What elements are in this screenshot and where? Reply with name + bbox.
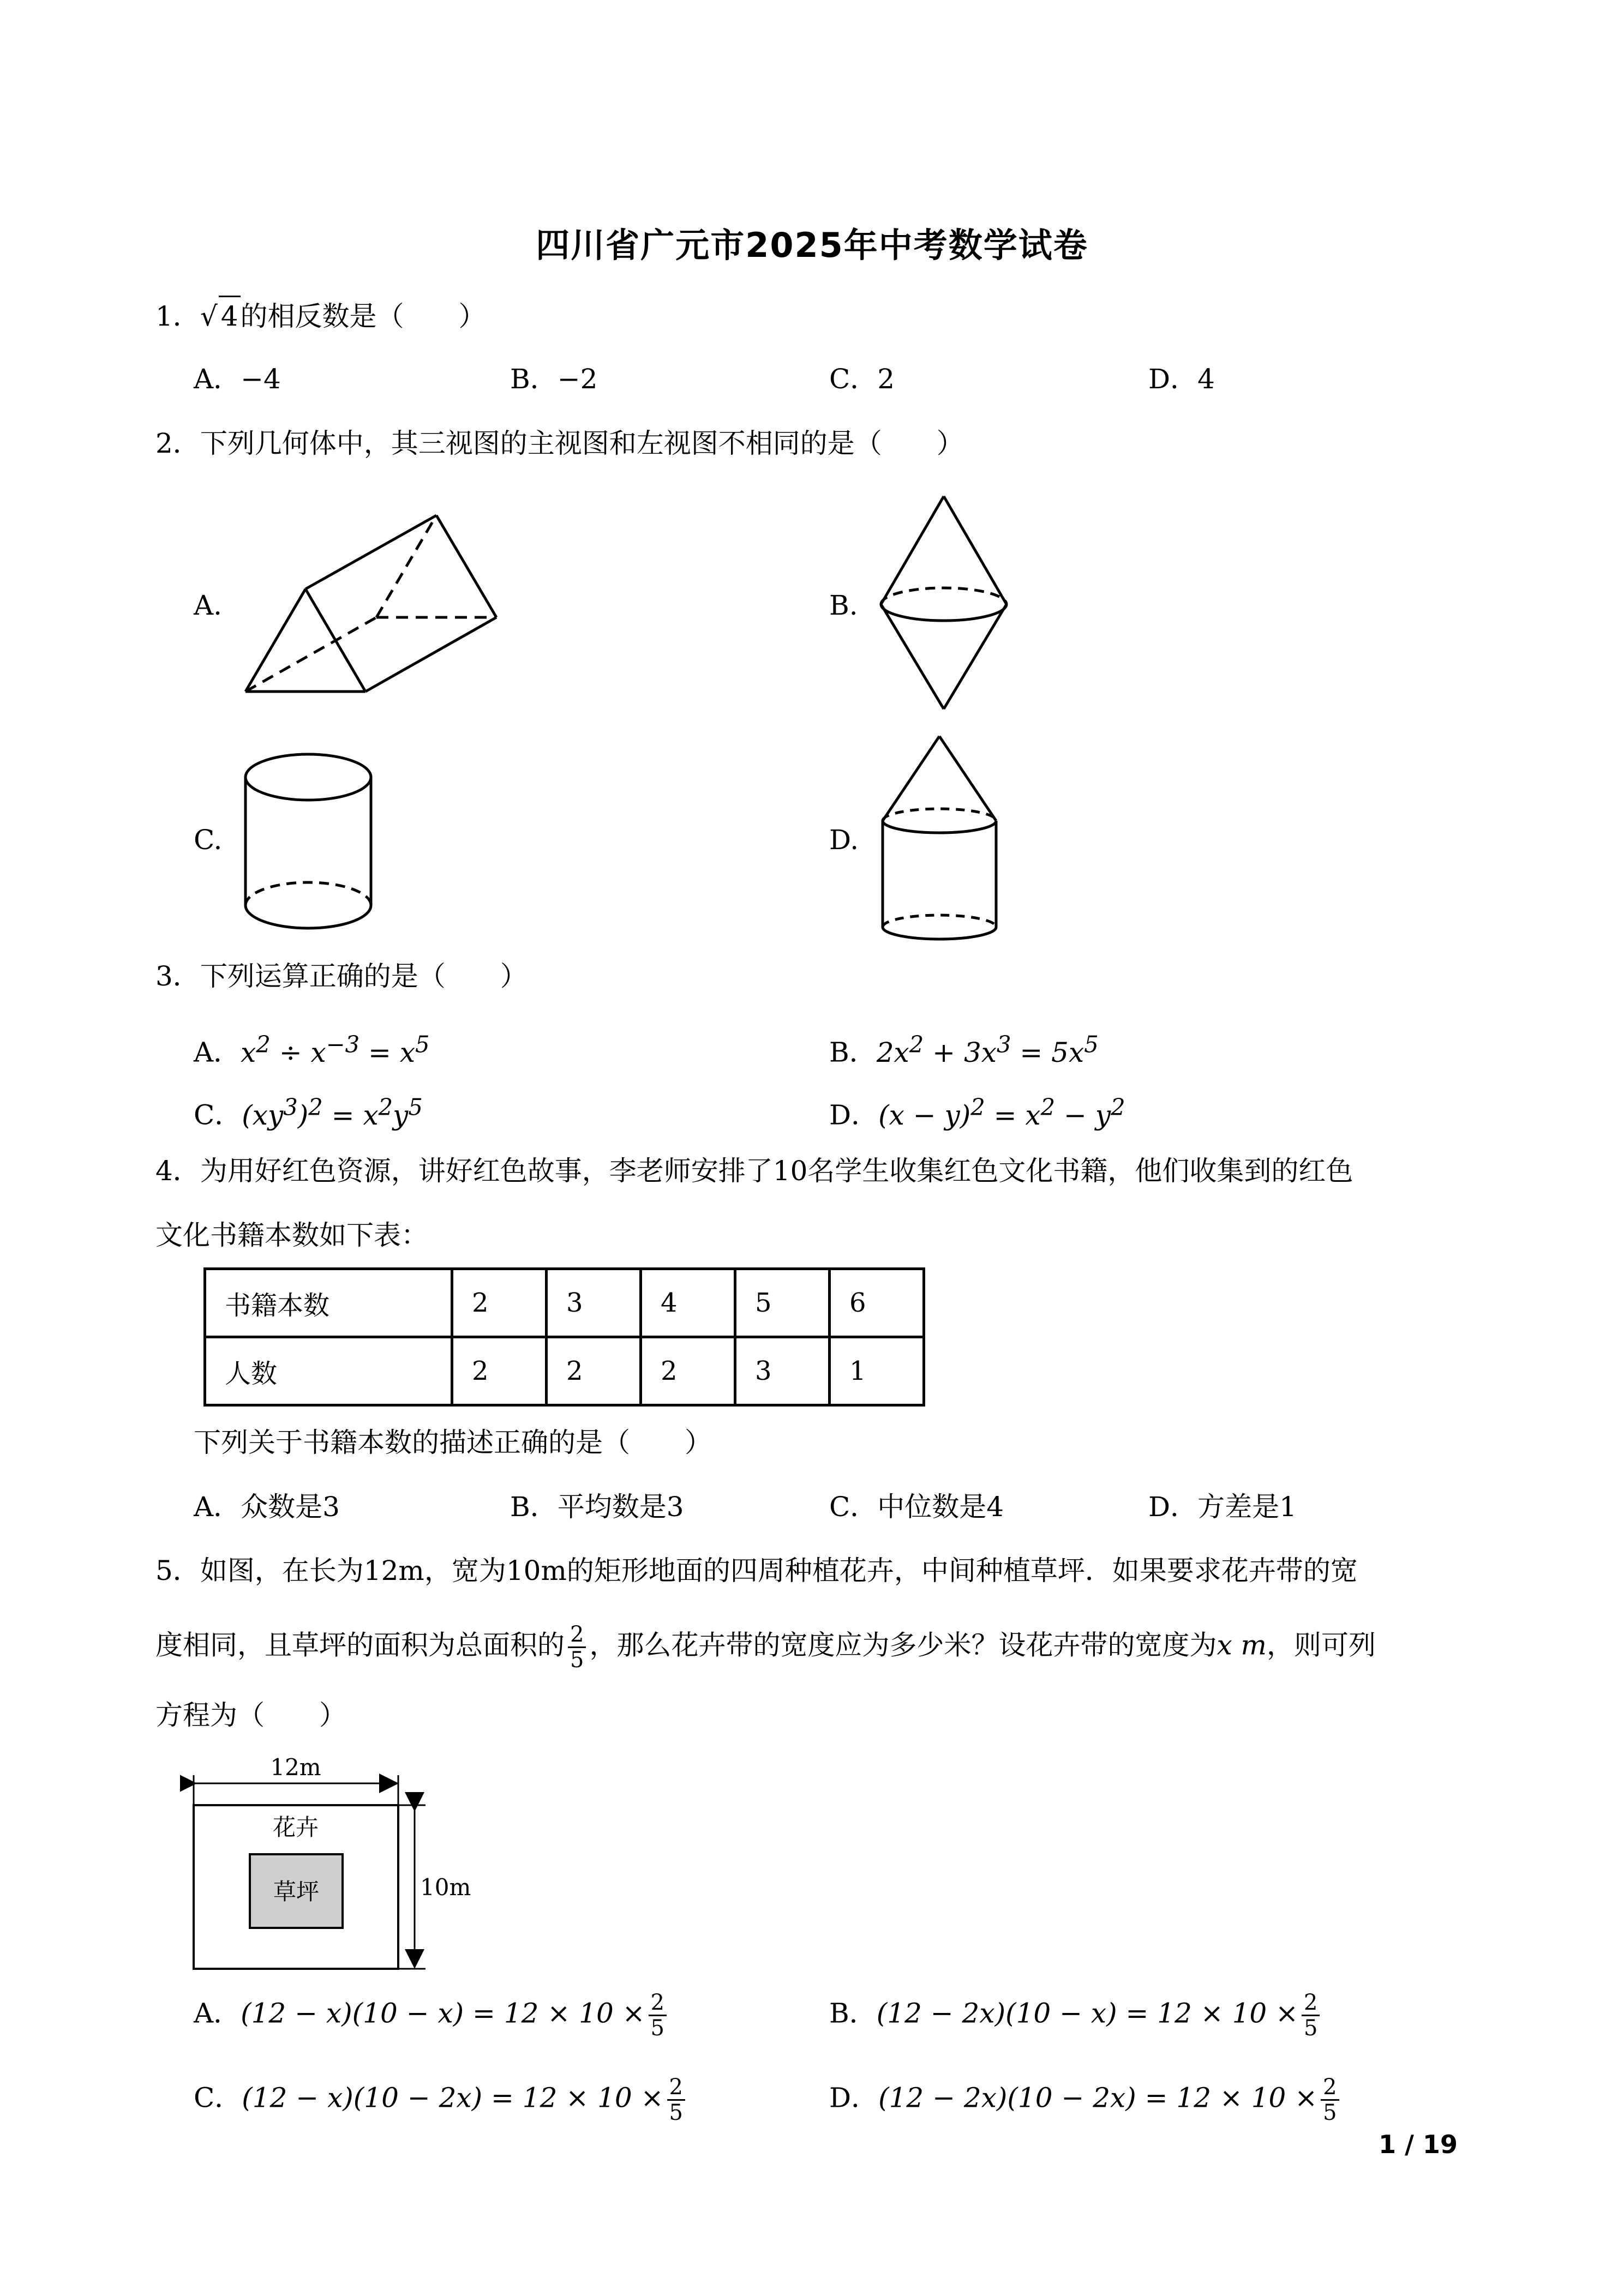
table-cell: 4	[641, 1269, 735, 1337]
height-label: 10m	[420, 1874, 471, 1901]
table-header-cell: 人数	[205, 1337, 452, 1405]
q5-option-a	[194, 1991, 670, 2040]
q2-option-d-label: D.	[829, 824, 859, 856]
fraction	[1321, 2075, 1339, 2125]
fraction-numerator: 2	[568, 1622, 586, 1648]
table-cell: 5	[735, 1269, 830, 1337]
garden-figure	[180, 1745, 507, 1985]
q3-option-b	[829, 1025, 1099, 1072]
q2-option-c-label: C.	[194, 824, 223, 856]
table-cell: 2	[547, 1337, 641, 1405]
q2-figures	[0, 0, 1624, 960]
q3-option-a-expr: $x^2 \div x^{-3} = x^5$	[241, 1031, 430, 1068]
question-3-number: 3．	[155, 960, 200, 992]
fraction-numerator: 2	[649, 1991, 667, 2016]
question-5-line-1	[155, 1552, 1358, 1590]
q1-option-c: C．2	[829, 363, 895, 395]
question-1-text: 的相反数是（ ）	[240, 300, 486, 332]
q5-option-b-expr: (12 − 2x)(10 − x) = 12 × 10 ×	[876, 1997, 1298, 2029]
q5-option-c	[194, 2075, 688, 2125]
cylinder-figure	[245, 754, 371, 928]
fraction	[568, 1622, 586, 1672]
q5-option-c-label: C．	[194, 2082, 242, 2114]
table-cell: 6	[830, 1269, 924, 1337]
q4-option-b: B．平均数是3	[510, 1491, 684, 1523]
flower-label: 花卉	[272, 1814, 319, 1841]
cone-cylinder-figure	[883, 736, 996, 939]
q3-option-d-label: D．	[829, 1099, 879, 1131]
radicand: 4	[219, 296, 241, 335]
table-cell: 2	[452, 1337, 547, 1405]
q4-option-d: D．方差是1	[1148, 1491, 1297, 1523]
q2-option-b-label: B.	[829, 590, 858, 621]
q2-option-a-label: A.	[194, 590, 223, 621]
q4-option-a: A．众数是3	[194, 1491, 340, 1523]
question-4-number: 4．	[155, 1155, 200, 1187]
q3-option-c-expr: $(xy^3)^2 = x^2y^5$	[242, 1093, 423, 1131]
triangular-prism-figure	[245, 515, 496, 692]
q5-option-d-expr: (12 − 2x)(10 − 2x) = 12 × 10 ×	[878, 2082, 1318, 2114]
fraction-numerator: 2	[1302, 1991, 1320, 2016]
q3-option-a-label: A．	[194, 1036, 241, 1068]
fraction-numerator: 2	[667, 2075, 685, 2101]
page-number: 1 / 19	[1379, 2130, 1458, 2159]
question-5-number: 5．	[155, 1555, 200, 1586]
table-header-cell: 书籍本数	[205, 1269, 452, 1337]
question-5-text-1: 如图，在长为12m，宽为10m的矩形地面的四周种植花卉，中间种植草坪．如果要求花卉带的宽	[200, 1555, 1358, 1586]
question-4-prompt: 下列关于书籍本数的描述正确的是（ ）	[194, 1427, 712, 1458]
q5-option-a-expr: (12 − x)(10 − x) = 12 × 10 ×	[241, 1997, 645, 2029]
fraction-numerator: 2	[1321, 2075, 1339, 2101]
q1-option-b: B．−2	[510, 363, 598, 395]
lawn-label: 草坪	[273, 1878, 320, 1905]
question-4-line-1	[155, 1152, 1353, 1190]
question-2-number: 2．	[155, 428, 200, 459]
q5-option-a-label: A．	[194, 1997, 241, 2029]
q5-option-b-label: B．	[829, 1997, 877, 2029]
table-cell: 3	[735, 1337, 830, 1405]
table-row	[205, 1269, 924, 1337]
table-cell: 2	[641, 1337, 735, 1405]
question-4-text-1: 为用好红色资源，讲好红色故事，李老师安排了10名学生收集红色文化书籍，他们收集到的红色	[200, 1155, 1353, 1187]
question-5-line-2	[155, 1622, 1376, 1672]
q3-option-b-expr: $2x^2 + 3x^3 = 5x^5$	[876, 1031, 1099, 1068]
table-cell: 1	[830, 1337, 924, 1405]
variable: x m	[1216, 1629, 1267, 1661]
q3-option-c	[194, 1088, 423, 1134]
q1-option-d: D．4	[1148, 363, 1215, 395]
page-title: 四川省广元市2025年中考数学试卷	[536, 225, 1088, 265]
question-5-line-3: 方程为（ ）	[155, 1699, 346, 1731]
q3-option-d	[829, 1088, 1125, 1134]
q3-option-b-label: B．	[829, 1036, 877, 1068]
fraction-denominator: 5	[669, 2100, 683, 2125]
q3-option-c-label: C．	[194, 1099, 242, 1131]
q4-option-c: C．中位数是4	[829, 1491, 1004, 1523]
table-cell: 3	[547, 1269, 641, 1337]
table-cell: 2	[452, 1269, 547, 1337]
fraction-denominator: 5	[1323, 2100, 1337, 2125]
table-row	[205, 1337, 924, 1405]
sqrt-symbol: √	[200, 300, 218, 332]
question-4-line-2: 文化书籍本数如下表：	[155, 1219, 428, 1251]
q5-option-d-label: D．	[829, 2082, 879, 2114]
double-cone-figure	[881, 496, 1006, 709]
question-3-text: 下列运算正确的是（ ）	[200, 960, 528, 992]
q3-option-d-expr: $(x - y)^2 = x^2 - y^2$	[878, 1093, 1125, 1131]
q3-option-a	[194, 1025, 430, 1072]
fraction-denominator: 5	[1304, 2016, 1318, 2041]
q5-option-b	[829, 1991, 1323, 2040]
question-5-text-2b: ，那么花卉带的宽度应为多少米？设花卉带的宽度为	[589, 1629, 1217, 1661]
q5-option-c-expr: (12 − x)(10 − 2x) = 12 × 10 ×	[242, 2082, 664, 2114]
q1-option-a: A．−4	[194, 363, 281, 395]
q5-option-d	[829, 2075, 1343, 2125]
fraction	[1302, 1991, 1320, 2040]
fraction-denominator: 5	[650, 2016, 664, 2041]
question-3	[155, 957, 528, 995]
books-table	[203, 1267, 925, 1407]
width-label: 12m	[270, 1754, 321, 1781]
question-2-text: 下列几何体中，其三视图的主视图和左视图不相同的是（ ）	[200, 428, 964, 459]
question-5-text-2a: 度相同，且草坪的面积为总面积的	[155, 1629, 565, 1661]
fraction	[667, 2075, 685, 2125]
fraction-denominator: 5	[570, 1648, 584, 1673]
question-1-number: 1．	[155, 300, 200, 332]
question-5-text-2c: ，则可列	[1266, 1629, 1376, 1661]
fraction	[649, 1991, 667, 2040]
